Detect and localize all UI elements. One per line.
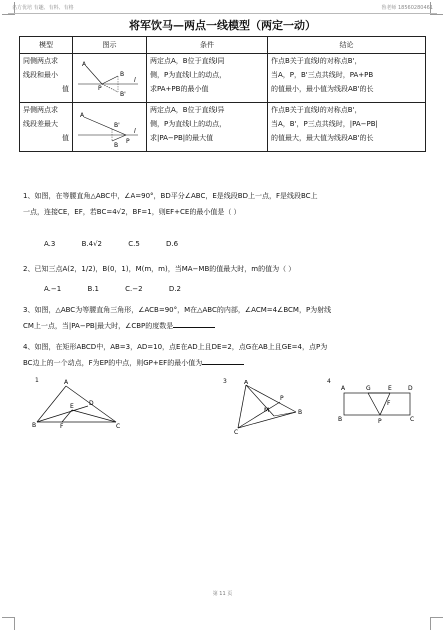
- question-1-options: [44, 240, 202, 248]
- same-side-figure: [76, 54, 140, 102]
- model-cell: [20, 54, 73, 103]
- table-header-row: [20, 37, 426, 54]
- question-line: 1、如图，在等腰直角△ABC中，∠A=90°，BD平分∠ABC，E是线段BD上一点，F是线段BC上: [23, 192, 318, 200]
- option: A.−1: [44, 285, 62, 293]
- svg-text:A: A: [80, 112, 85, 119]
- svg-text:D: D: [89, 400, 94, 407]
- svg-text:B': B': [120, 91, 126, 98]
- figure-number: 1: [35, 377, 39, 384]
- option: D.6: [166, 240, 179, 248]
- option: C.−2: [125, 285, 143, 293]
- cell-line: 侧，P为直线l上的动点，: [150, 71, 227, 79]
- figure-1-triangle: [32, 378, 122, 428]
- cell-line: 两定点A，B位于直线l同: [150, 57, 225, 65]
- question-line: 4、如图，在矩形ABCD中，AB=3，AD=10，点E在AD上且DE=2，点G在AB上且GE=4，点P为: [23, 343, 328, 351]
- cell-line: 作点B关于直线l的对称点B'，: [271, 106, 362, 114]
- table-header-cell: 条件: [147, 37, 268, 54]
- table-header-cell: 图示: [73, 37, 147, 54]
- svg-text:B': B': [114, 122, 120, 129]
- svg-text:A: A: [244, 380, 249, 386]
- header-rule: [8, 13, 437, 14]
- opposite-side-figure: [76, 103, 140, 151]
- svg-text:B: B: [338, 416, 343, 423]
- svg-text:E: E: [388, 385, 392, 392]
- option: A.3: [44, 240, 56, 248]
- crop-mark-bottom-left: [2, 617, 15, 630]
- svg-text:F: F: [387, 400, 391, 407]
- question-2-options: [44, 285, 205, 293]
- table-row: [20, 103, 426, 152]
- header-right: 鲁老师 18560280461: [381, 5, 433, 11]
- cell-line: 异侧两点求: [23, 106, 58, 114]
- option: B.1: [87, 285, 99, 293]
- cell-line: 值: [62, 85, 69, 93]
- figure-cell: [73, 103, 147, 152]
- question-line: 3、如图，△ABC为等腰直角三角形，∠ACB=90°，M在△ABC的内部，∠ACM=4∠BCM，P为射线: [23, 306, 332, 314]
- svg-text:F: F: [60, 423, 64, 428]
- model-table: [19, 36, 426, 152]
- cell-line: 两定点A，B位于直线l异: [150, 106, 225, 114]
- condition-cell: [147, 103, 268, 152]
- svg-text:A: A: [64, 379, 69, 386]
- svg-text:A: A: [82, 61, 87, 68]
- question-2: [23, 261, 423, 277]
- table-header-cell: 模型: [20, 37, 73, 54]
- option: B.4√2: [81, 240, 102, 248]
- figure-cell: [73, 54, 147, 103]
- cell-line: 线段和最小: [23, 71, 58, 79]
- conclusion-cell: [268, 103, 426, 152]
- cell-line: 同侧两点求: [23, 57, 58, 65]
- cell-line: 求|PA−PB|的最大值: [150, 134, 214, 142]
- table-row: [20, 54, 426, 103]
- question-line: BC边上的一个动点，F为EP的中点，则GP+EF的最小值为: [23, 355, 423, 371]
- svg-text:D: D: [408, 385, 413, 392]
- answer-blank[interactable]: [202, 357, 244, 365]
- svg-text:C: C: [116, 423, 121, 428]
- question-line: 一点，连接CE，EF，若BC=4√2，BF=1，则EF+CE的最小值是（ ）: [23, 208, 241, 216]
- cell-line: 线段差最大: [23, 120, 58, 128]
- svg-text:A: A: [341, 385, 346, 392]
- svg-text:C: C: [234, 429, 239, 434]
- cell-line: 求PA+PB的最小值: [150, 85, 209, 93]
- table-header-cell: 结论: [268, 37, 426, 54]
- header-left: 名方优培 有趣、有料、有格: [12, 5, 74, 11]
- svg-text:G: G: [366, 385, 371, 392]
- cell-line: 侧，P为直线l上的动点，: [150, 120, 227, 128]
- option: D.2: [168, 285, 181, 293]
- cell-line: 当A，P，B'三点共线时，PA+PB: [271, 71, 374, 79]
- conclusion-cell: [268, 54, 426, 103]
- svg-text:l: l: [134, 77, 136, 84]
- cell-line: 的值最大，最大值为线段AB'的长: [271, 134, 374, 142]
- option: C.5: [128, 240, 140, 248]
- svg-text:B: B: [114, 142, 119, 149]
- question-line: CM上一点，当|PA−PB|最大时，∠CBP的度数是: [23, 318, 423, 334]
- svg-text:l: l: [134, 128, 136, 135]
- figure-number: 3: [223, 378, 227, 385]
- question-line: 2、已知三点A(2，1/2)，B(0，1)，M(m，m)，当MA−MB的值最大时，m的值为（ ）: [23, 265, 296, 273]
- figure-4-rectangle: [338, 381, 418, 425]
- condition-cell: [147, 54, 268, 103]
- answer-blank[interactable]: [173, 320, 215, 328]
- figure-3-triangle: [228, 380, 304, 434]
- svg-text:B: B: [120, 71, 125, 78]
- question-1: [23, 188, 423, 220]
- cell-line: 作点B关于直线l的对称点B'，: [271, 57, 362, 65]
- model-cell: [20, 103, 73, 152]
- question-4: [23, 339, 423, 371]
- svg-text:P: P: [126, 138, 130, 145]
- cell-line: 值: [62, 134, 69, 142]
- svg-text:P: P: [378, 418, 382, 425]
- cell-line: 当A，B'，P三点共线时，|PA−PB|: [271, 120, 378, 128]
- svg-text:P: P: [280, 395, 284, 402]
- page-title: 将军饮马—两点一线模型（两定一动）: [129, 19, 316, 32]
- cell-line: 的值最小，最小值为线段AB'的长: [271, 85, 374, 93]
- svg-text:B: B: [32, 422, 37, 428]
- figure-number: 4: [327, 378, 331, 385]
- svg-text:C: C: [410, 416, 415, 423]
- page-number: 第 11 页: [212, 591, 233, 597]
- svg-text:P: P: [98, 85, 102, 92]
- svg-text:E: E: [70, 403, 74, 410]
- svg-text:M: M: [264, 407, 270, 414]
- question-3: [23, 302, 423, 334]
- svg-text:B: B: [298, 409, 303, 416]
- crop-mark-bottom-right: [430, 617, 443, 630]
